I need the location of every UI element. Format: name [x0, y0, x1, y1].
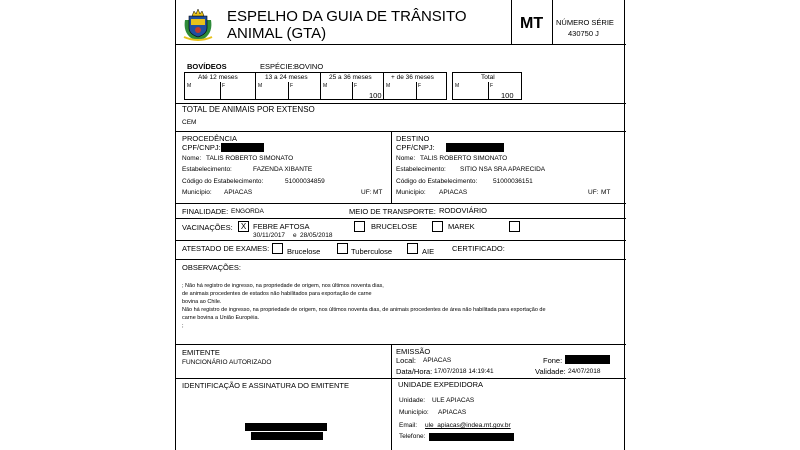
observacoes-label: OBSERVAÇÕES:	[182, 263, 241, 272]
exame-brucelose-checkbox[interactable]	[272, 243, 283, 254]
serie-value: 430750 J	[568, 29, 599, 38]
destino-municipio-label: Município:	[396, 189, 426, 196]
unidade-telefone-label: Telefone:	[399, 433, 426, 440]
especie-label: ESPÉCIE:	[260, 62, 295, 71]
emitente-value: FUNCIONÁRIO AUTORIZADO	[182, 359, 272, 366]
exame-aie-label: AIE	[422, 247, 435, 256]
emissao-validade-value: 24/07/2018	[568, 368, 601, 375]
vacina-aftosa-checkbox[interactable]: X	[238, 221, 249, 232]
bovideos-label: BOVÍDEOS	[187, 62, 227, 71]
vacina-aftosa-date2: 28/05/2018	[300, 232, 333, 239]
procedencia-municipio-label: Município:	[182, 189, 212, 196]
destino-cpf-redacted	[446, 143, 504, 152]
age-col-2: 13 a 24 meses M F	[255, 72, 321, 100]
emissao-fone-label: Fone:	[543, 356, 563, 365]
signature-redacted-2	[251, 432, 323, 440]
transporte-label: MEIO DE TRANSPORTE:	[349, 207, 436, 216]
procedencia-cpf-label: CPF/CNPJ:	[182, 143, 221, 152]
exame-brucelose-label: Brucelose	[287, 247, 321, 256]
total-extenso-value: CEM	[182, 119, 197, 126]
unidade-telefone-redacted	[429, 433, 514, 441]
unidade-label: UNIDADE EXPEDIDORA	[398, 380, 484, 389]
unidade-municipio-label: Município:	[399, 409, 429, 416]
emissao-local-label: Local:	[396, 356, 417, 365]
destino-municipio-value: APIACAS	[439, 189, 468, 196]
vacina-brucelose-label: BRUCELOSE	[371, 222, 418, 231]
vacina-marek-label: MAREK	[448, 222, 475, 231]
vacina-brucelose-checkbox[interactable]	[354, 221, 365, 232]
vacina-marek-checkbox[interactable]	[432, 221, 443, 232]
signature-redacted-1	[245, 423, 327, 431]
unidade-municipio-value: APIACAS	[438, 409, 467, 416]
gta-document	[175, 0, 625, 450]
emissao-validade-label: Validade:	[535, 367, 566, 376]
certificado-label: CERTIFICADO:	[452, 244, 505, 253]
age-col-4: + de 36 meses M F	[383, 72, 447, 100]
procedencia-uf-value: MT	[373, 189, 383, 196]
assinatura-label: IDENTIFICAÇÃO E ASSINATURA DO EMITENTE	[182, 381, 349, 390]
exame-aie-checkbox[interactable]	[407, 243, 418, 254]
observacoes-line-6: ;	[182, 323, 184, 329]
destino-estab-label: Estabelecimento:	[396, 166, 446, 173]
emissao-data-value: 17/07/2018 14:19:41	[434, 368, 494, 375]
serie-label: NÚMERO SÉRIE	[556, 18, 614, 27]
emissao-local-value: APIACAS	[423, 357, 452, 364]
vacina-extra-checkbox[interactable]	[509, 221, 520, 232]
destino-codigo-value: 51000036151	[493, 178, 533, 185]
document-title-line2: ANIMAL (GTA)	[227, 25, 327, 42]
procedencia-nome-value: TALIS ROBERTO SIMONATO	[206, 155, 294, 162]
observacoes-line-1: ; Não há registro de ingresso, na propriedade de origem, nos últimos noventa dias,	[182, 283, 384, 289]
destino-cpf-label: CPF/CNPJ:	[396, 143, 435, 152]
procedencia-codigo-value: 51000034859	[285, 178, 325, 185]
document-title-line1: ESPELHO DA GUIA DE TRÂNSITO	[227, 8, 467, 25]
exame-tuberculose-label: Tuberculose	[351, 247, 392, 256]
especie-value: BOVINO	[294, 62, 324, 71]
procedencia-nome-label: Nome:	[182, 155, 202, 162]
unidade-email-link[interactable]: ule_apiacas@indea.mt.gov.br	[425, 422, 511, 429]
destino-nome-value: TALIS ROBERTO SIMONATO	[420, 155, 508, 162]
transporte-value: RODOVIÁRIO	[439, 206, 487, 215]
observacoes-line-3: bovina ao Chile.	[182, 299, 222, 305]
unidade-email-label: Email:	[399, 422, 418, 429]
vacina-aftosa-date1: 30/11/2017	[253, 232, 286, 239]
finalidade-value: ENGORDA	[231, 208, 264, 215]
finalidade-label: FINALIDADE:	[182, 207, 229, 216]
vacina-aftosa-sep: e	[293, 232, 297, 239]
state-code: MT	[520, 15, 544, 32]
procedencia-title: PROCEDÊNCIA	[182, 134, 238, 143]
observacoes-line-5: carne bovina a União Européia.	[182, 315, 260, 321]
vacina-aftosa-label: FEBRE AFTOSA	[253, 222, 310, 231]
total-col: Total M F 100	[452, 72, 522, 100]
procedencia-municipio-value: APIACAS	[224, 189, 253, 196]
destino-codigo-label: Código do Estabelecimento:	[396, 178, 478, 185]
emissao-data-label: Data/Hora:	[396, 367, 433, 376]
destino-estab-value: SITIO NSA SRA APARECIDA	[460, 166, 546, 173]
unidade-unidade-value: ULE APIACAS	[432, 397, 475, 404]
age-col-3-value: 100	[369, 91, 382, 100]
procedencia-cpf-redacted	[221, 143, 264, 152]
observacoes-line-2: de animais procedentes de estados não habilitados para exportação de carne	[182, 291, 372, 297]
destino-title: DESTINO	[396, 134, 430, 143]
emissao-label: EMISSÃO	[396, 347, 431, 356]
total-value: 100	[501, 91, 514, 100]
exames-label: ATESTADO DE EXAMES:	[182, 244, 270, 253]
procedencia-estab-label: Estabelecimento:	[182, 166, 232, 173]
emissao-fone-redacted	[565, 355, 610, 364]
unidade-unidade-label: Unidade:	[399, 397, 426, 404]
vacinacoes-label: VACINAÇÕES:	[182, 223, 233, 232]
destino-nome-label: Nome:	[396, 155, 416, 162]
destino-uf-value: MT	[601, 189, 611, 196]
total-extenso-label: TOTAL DE ANIMAIS POR EXTENSO	[182, 105, 315, 114]
age-col-3: 25 a 36 meses M F 100	[320, 72, 384, 100]
exame-tuberculose-checkbox[interactable]	[337, 243, 348, 254]
state-emblem-icon	[181, 6, 215, 42]
age-col-1: Até 12 meses M F	[184, 72, 256, 100]
procedencia-codigo-label: Código do Estabelecimento:	[182, 178, 264, 185]
emitente-label: EMITENTE	[182, 348, 220, 357]
destino-uf-label: UF:	[588, 189, 599, 196]
observacoes-line-4: Não há registro de ingresso, na propriedade de origem, nos últimos noventa dias, de animais procedentes de área não habilitada para exportação de	[182, 307, 546, 313]
procedencia-uf-label: UF:	[361, 189, 372, 196]
procedencia-estab-value: FAZENDA XIBANTE	[253, 166, 313, 173]
